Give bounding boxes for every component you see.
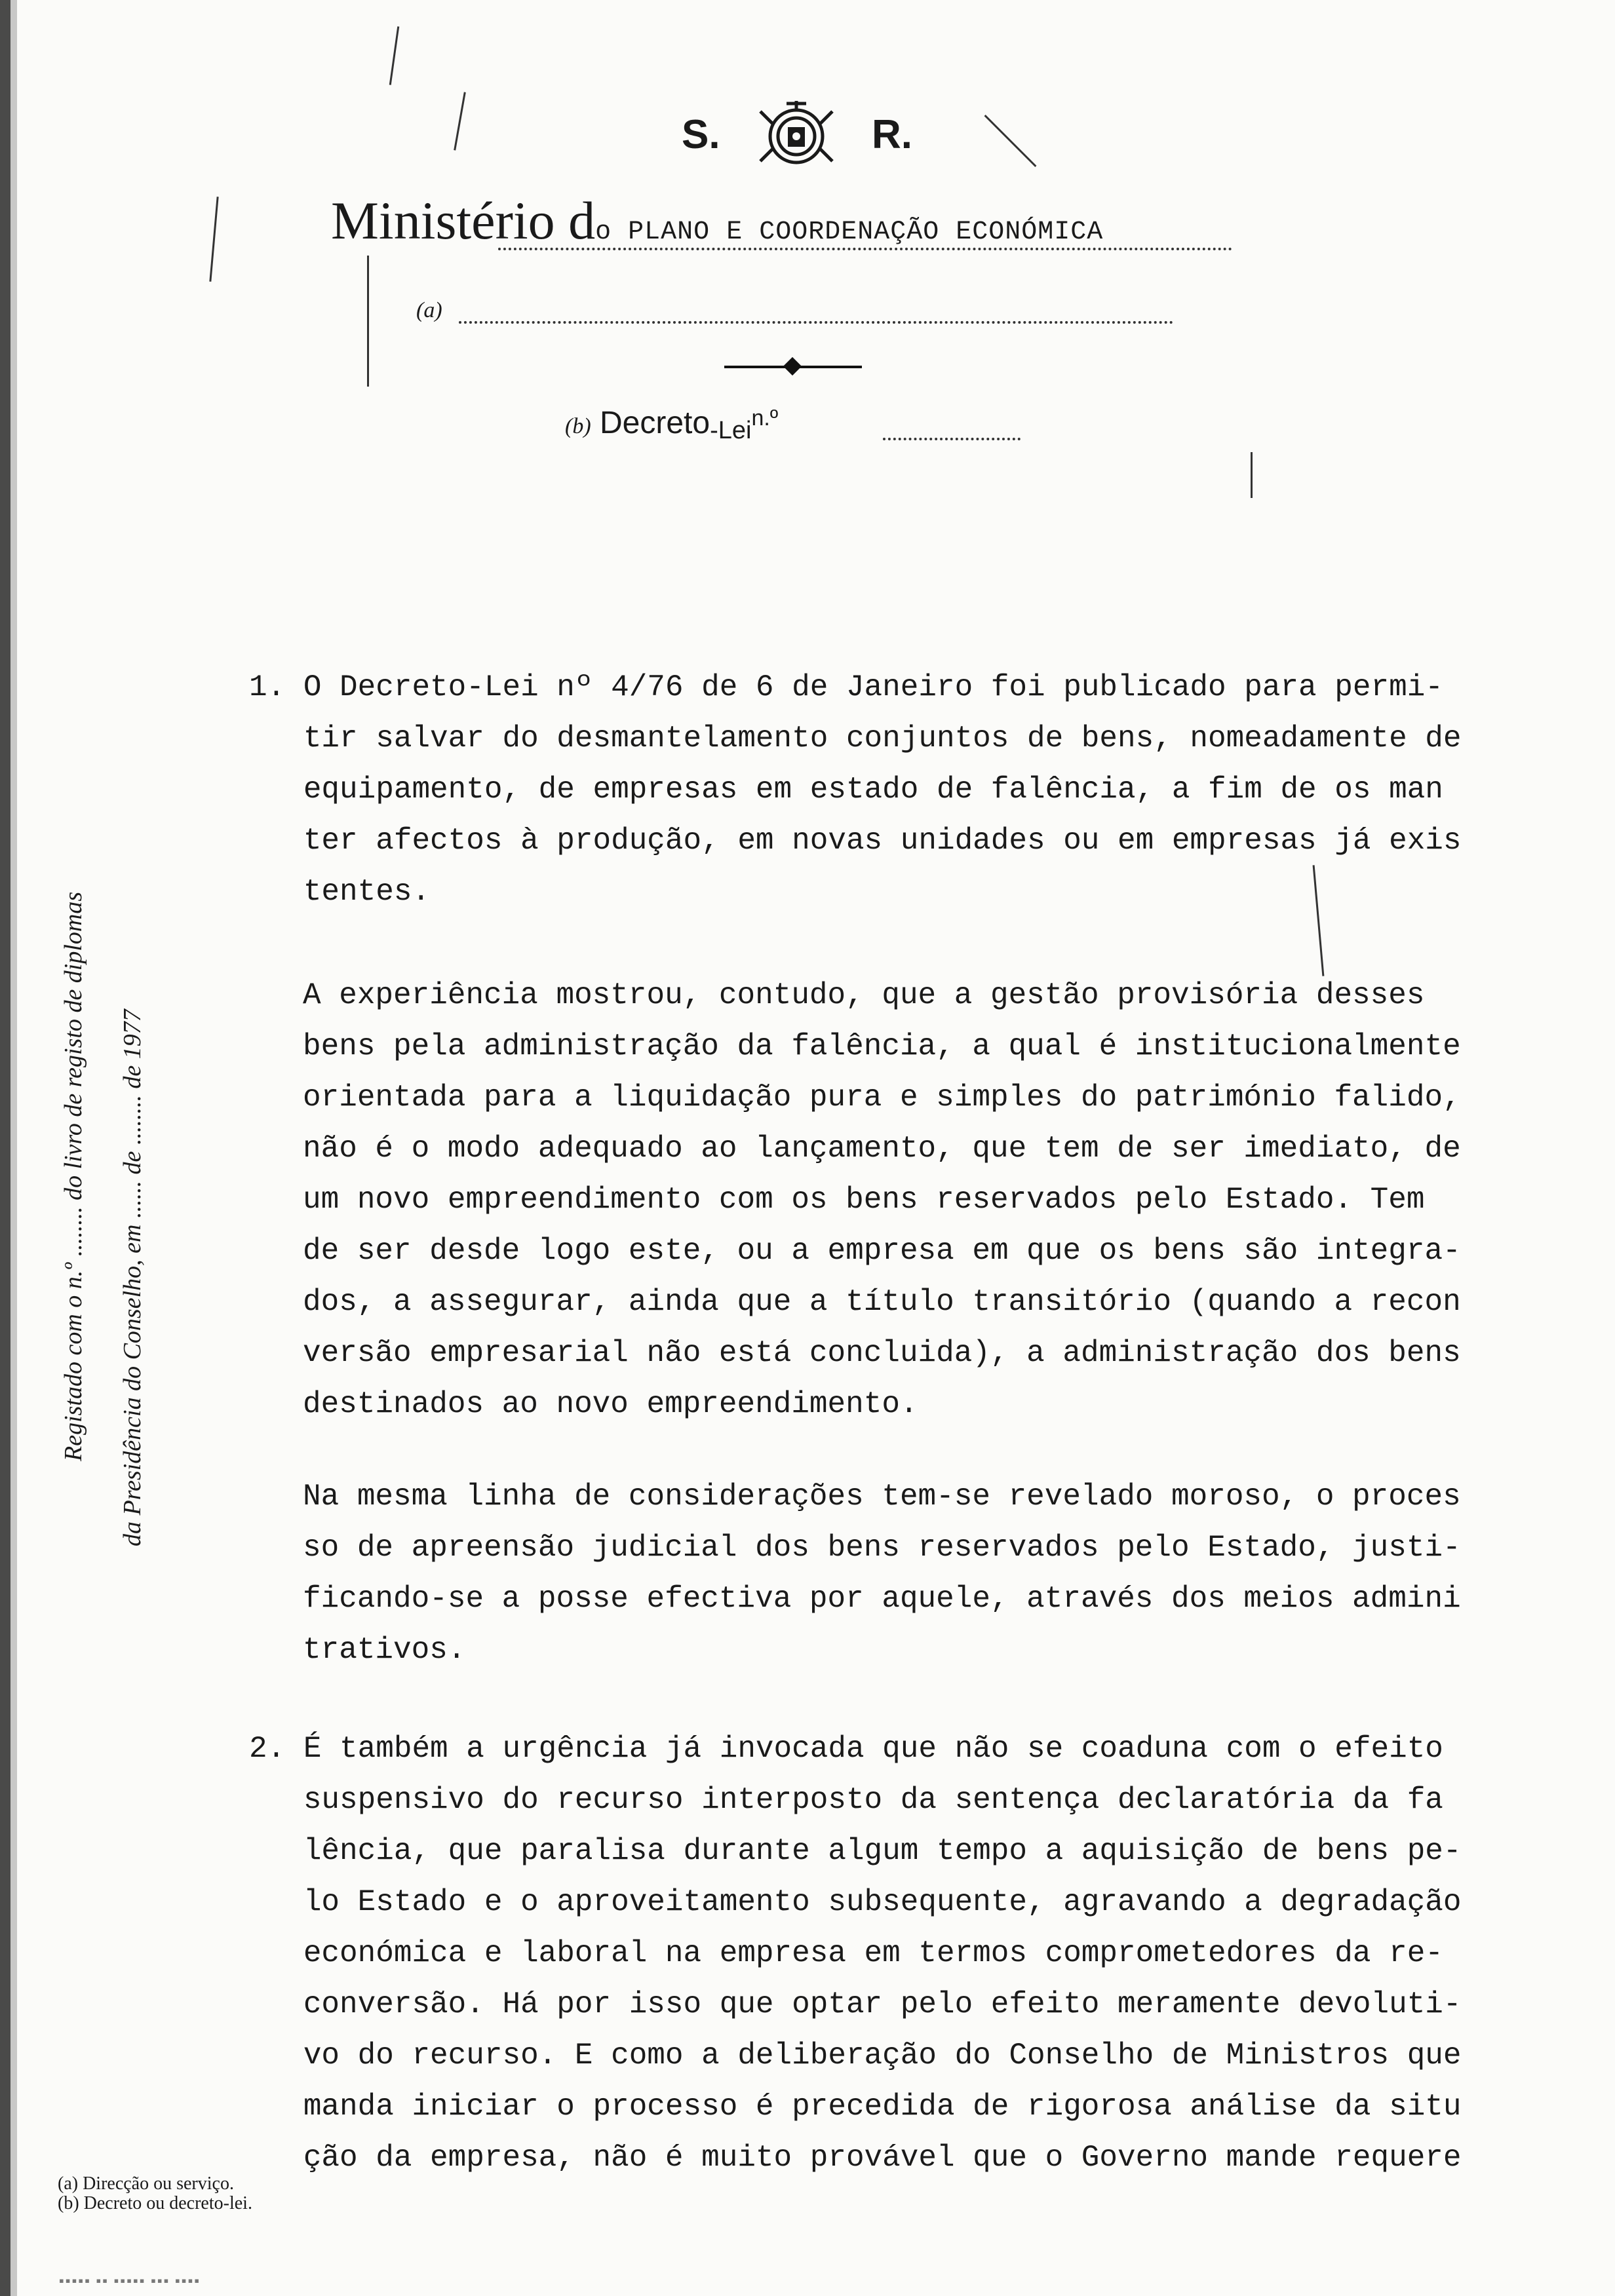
registration-side-note	[46, 655, 170, 1546]
decree-number-label: n.º	[751, 406, 779, 430]
paragraph-3: Na mesma linha de considerações tem-se revelado moroso, o proces so de apreensão judicial dos bens reservados pelo Estado, justi- ficando-se a posse efectiva por aquele, através dos meios admini trativos.	[303, 1480, 1461, 1667]
state-header	[682, 98, 931, 170]
scan-mark	[389, 26, 399, 85]
scan-mark	[454, 92, 466, 150]
decree-label: Decreto	[600, 406, 710, 440]
decree-number-dotted-line	[883, 438, 1021, 440]
side-note-line-2: da Presidência do Conselho, em ...... de ........ de 1977	[119, 1009, 146, 1546]
decree-marker: (b)	[565, 414, 591, 438]
footnotes	[58, 2174, 252, 2213]
scan-mark	[984, 115, 1037, 167]
scan-mark	[1251, 452, 1253, 498]
paragraph-4: 2. É também a urgência já invocada que não se coaduna com o efeito suspensivo do recurso interposto da sentença declaratória da fa lência, que paralisa durante algum tempo a aquisição de bens pe- lo Estado e o aproveitamento subsequente, agravando a degradação económica e laboral na empresa em termos comprometedores da re- conversão. Há por isso que optar pelo efeito meramente devoluti- vo do recurso. E como a deliberação do Conselho de Ministros que manda iniciar o processo é precedida de rigorosa análise da situ ção da empresa, não é muito provável que o Governo mande requere	[249, 1732, 1462, 2175]
scan-edge-shadow	[10, 0, 17, 2296]
ministry-name: o PLANO E COORDENAÇÃO ECONÓMICA	[595, 218, 1104, 247]
ministry-dotted-line	[498, 248, 1232, 250]
printer-imprint: ▪▪▪▪▪ ▪▪ ▪▪▪▪▪ ▪▪▪ ▪▪▪▪	[59, 2272, 201, 2289]
footnote-a: (a) Direcção ou serviço.	[58, 2173, 234, 2194]
decree-line	[565, 405, 779, 444]
ministry-title	[331, 190, 1103, 252]
decree-lei: -Lei	[710, 417, 752, 444]
ministry-prefix: Ministério d	[331, 191, 596, 250]
header-letter-r: R.	[872, 112, 912, 157]
coat-of-arms-icon	[747, 98, 846, 174]
field-a-dotted-line	[459, 321, 1173, 324]
side-note-line-1: Registado com o n.º ........ do livro de registo de diplomas	[60, 891, 87, 1461]
header-letter-s: S.	[682, 112, 720, 157]
paragraph-2: A experiência mostrou, contudo, que a gestão provisória desses bens pela administração da falência, a qual é institucionalmente orientada para a liquidação pura e simples do património falido, não é o modo adequado ao lançamento, que tem de ser imediato, de um novo empreendimento com os bens reservados pelo Estado. Tem de ser desde logo este, ou a empresa em que os bens são integra- dos, a assegurar, ainda que a título transitório (quando a recon versão empresarial não está concluida), a administração dos bens destinados ao novo empreendimento.	[303, 978, 1461, 1421]
footnote-b: (b) Decreto ou decreto-lei.	[58, 2193, 252, 2213]
field-a-label: (a)	[416, 298, 442, 322]
scan-mark	[367, 256, 369, 387]
paragraph-1: 1. O Decreto-Lei nº 4/76 de 6 de Janeiro foi publicado para permi- tir salvar do desmantelamento conjuntos de bens, nomeadamente de equipamento, de empresas em estado de falência, a fim de os man ter afectos à produção, em novas unidades ou em empresas já exis tentes.	[249, 670, 1462, 909]
diamond-icon	[783, 357, 802, 375]
scan-edge-dark	[0, 0, 10, 2296]
scan-mark	[209, 197, 218, 282]
